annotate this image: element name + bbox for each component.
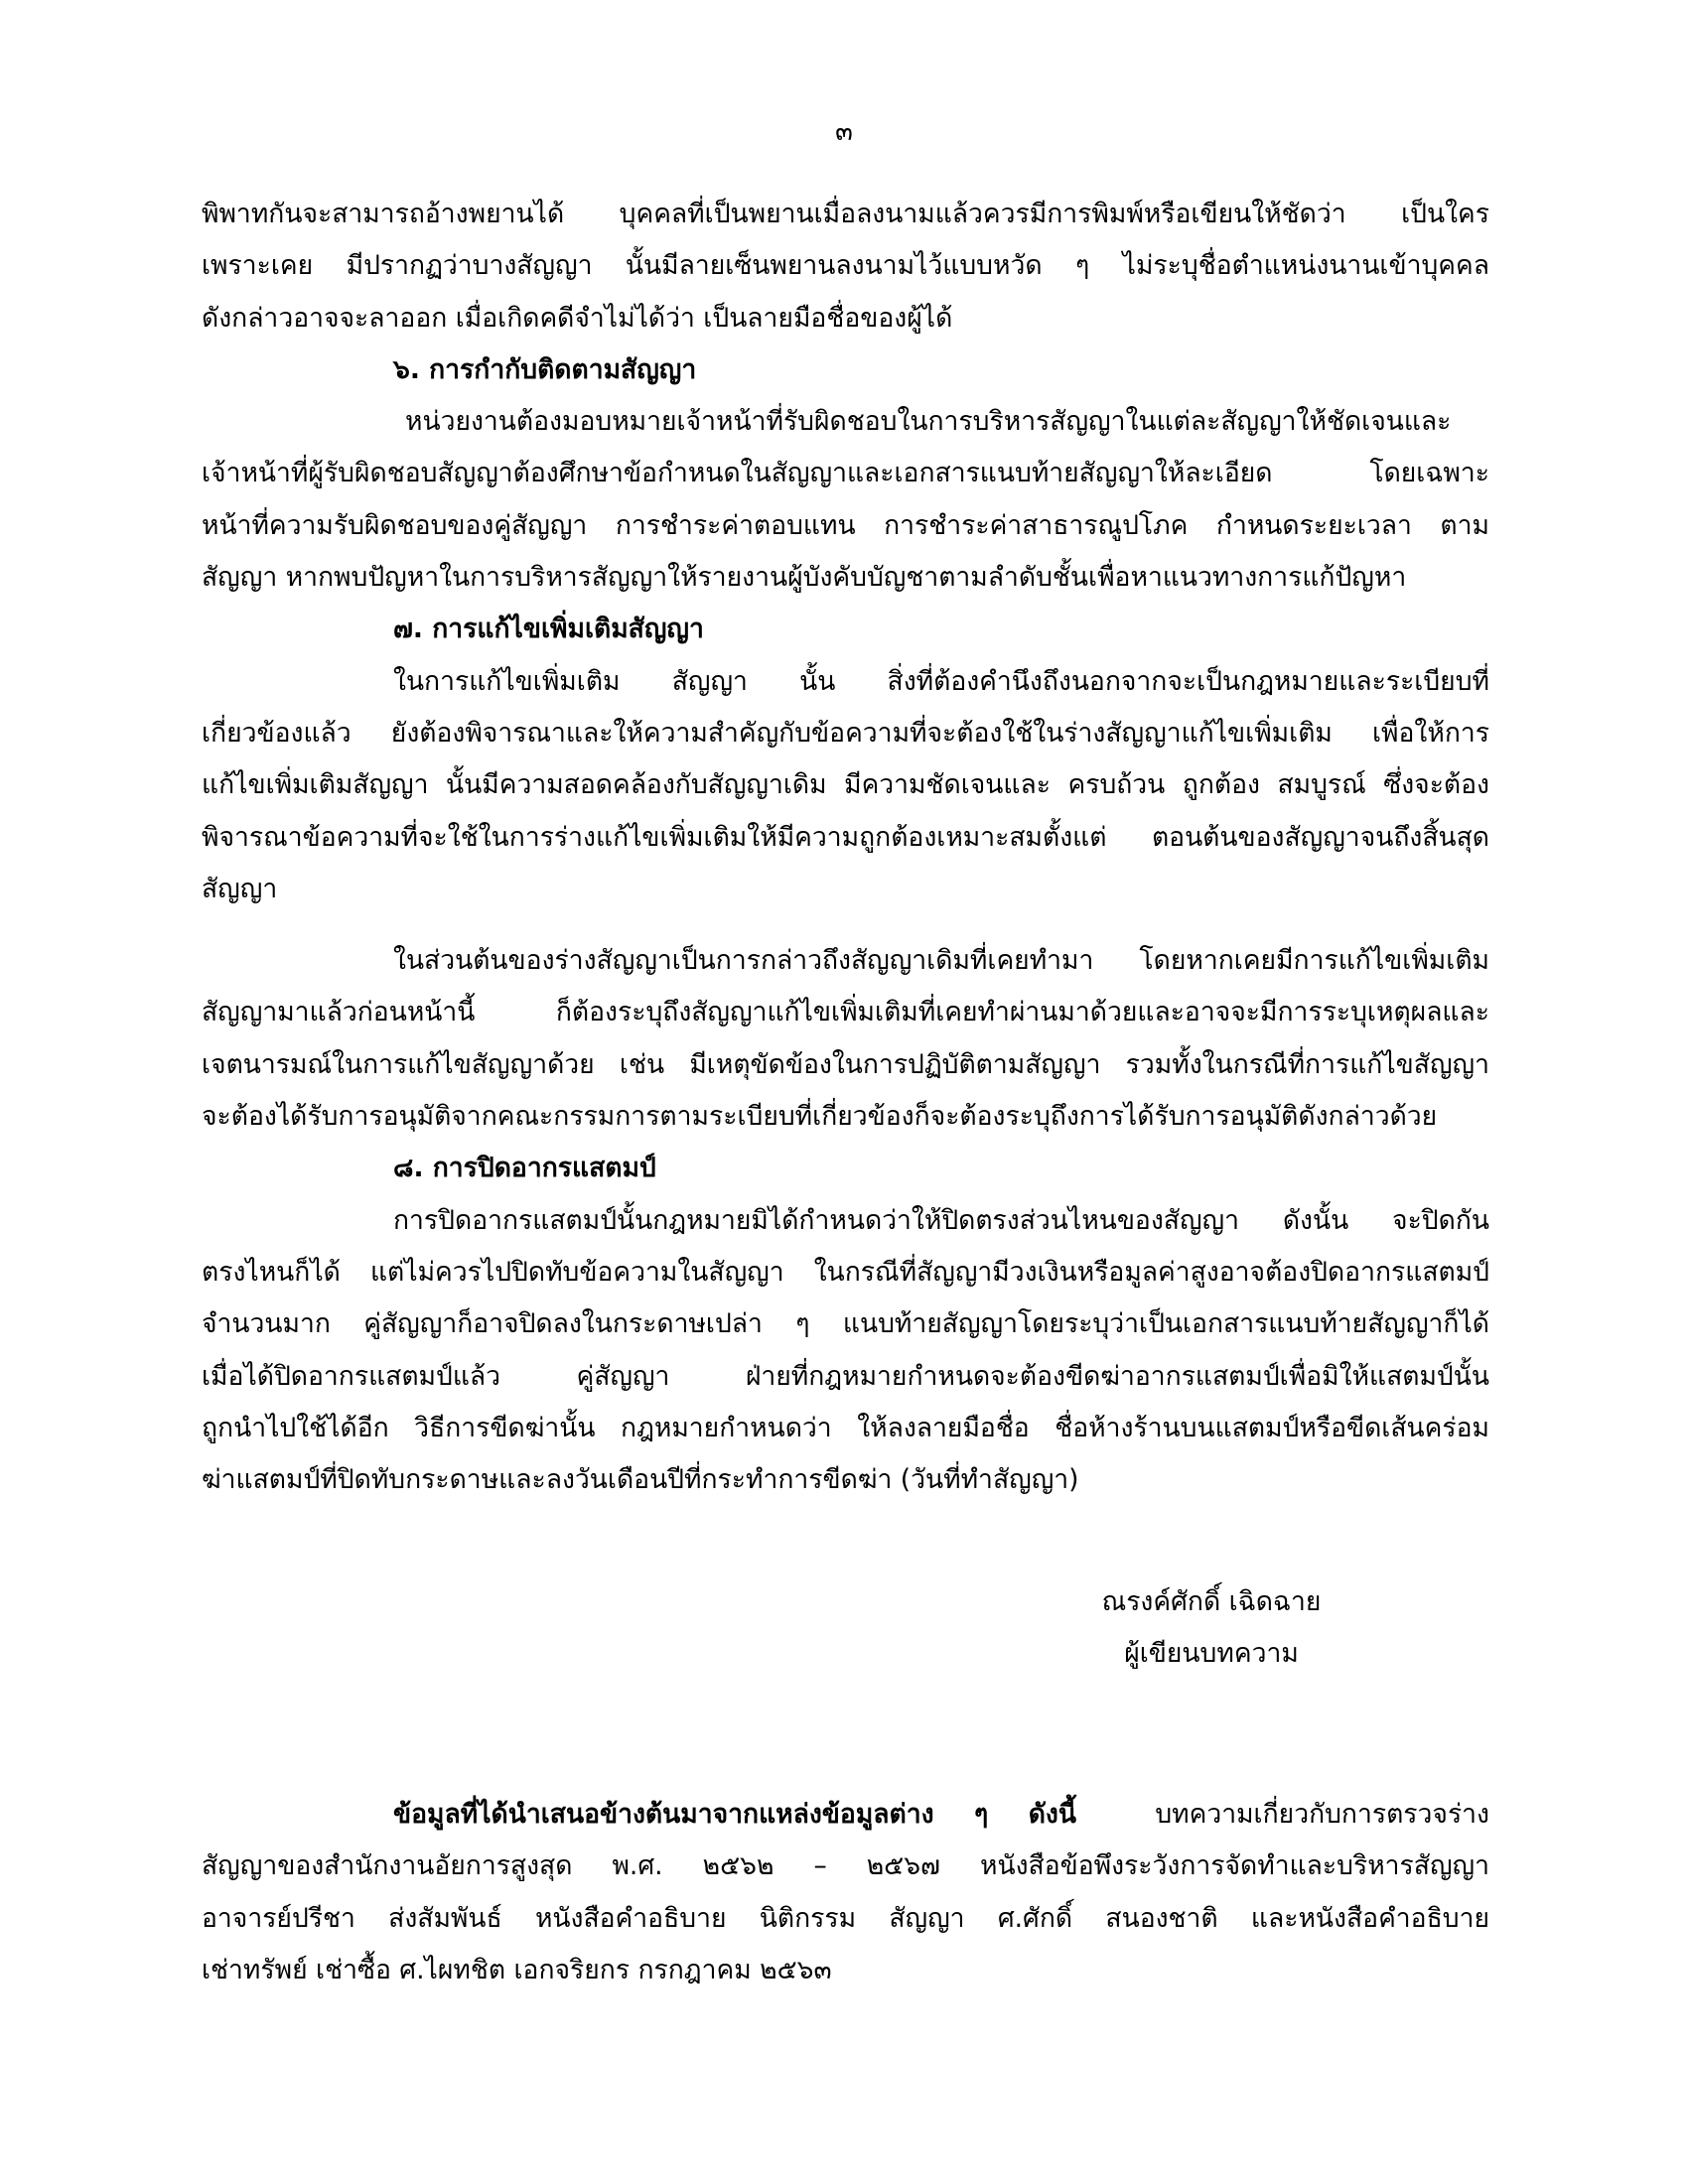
paragraph-line: ในการแก้ไขเพิ่มเติม สัญญา นั้น สิ่งที่ต้องคำนึงถึงนอกจากจะเป็นกฎหมายและระเบียบที่ xyxy=(393,665,1489,697)
signature-block xyxy=(1092,1576,1331,1681)
section-heading: ๗. การแก้ไขเพิ่มเติมสัญญา xyxy=(393,614,704,645)
paragraph-line: เกี่ยวข้องแล้ว ยังต้องพิจารณาและให้ความสำคัญกับข้อความที่จะต้องใช้ในร่างสัญญาแก้ไขเพิ่มเติม เพื่อให้การ xyxy=(202,717,1489,749)
paragraph-line: แก้ไขเพิ่มเติมสัญญา นั้นมีความสอดคล้องกับสัญญาเดิม มีความชัดเจนและ ครบถ้วน ถูกต้อง สมบูรณ์ ซึ่งจะต้อง xyxy=(202,769,1489,801)
paragraph-line: ตรงไหนก็ได้ แต่ไม่ควรไปปิดทับข้อความในสัญญา ในกรณีที่สัญญามีวงเงินหรือมูลค่าสูงอาจต้องปิดอากรแสตมป์ xyxy=(202,1256,1489,1288)
paragraph-line: สัญญา หากพบปัญหาในการบริหารสัญญาให้รายงานผู้บังคับบัญชาตามลำดับชั้นเพื่อหาแนวทางการแก้ปัญหา xyxy=(202,562,1407,594)
paragraph-line: หน้าที่ความรับผิดชอบของคู่สัญญา การชำระค่าตอบแทน การชำระค่าสาธารณูปโภค กำหนดระยะเวลา ตาม xyxy=(202,509,1489,541)
paragraph-line: สัญญาของสำนักงานอัยการสูงสุด พ.ศ. ๒๕๖๒ – ๒๕๖๗ หนังสือข้อพึงระวังการจัดทำและบริหารสัญญา xyxy=(202,1850,1489,1882)
section-heading: ๘. การปิดอากรแสตมป์ xyxy=(393,1153,656,1184)
sources-first-line xyxy=(202,1789,1489,1841)
paragraph-line: การปิดอากรแสตมป์นั้นกฎหมายมิได้กำหนดว่าให้ปิดตรงส่วนไหนของสัญญา ดังนั้น จะปิดกัน xyxy=(393,1204,1489,1236)
sources-first-line-text: บทความเกี่ยวกับการตรวจร่าง xyxy=(1155,1799,1489,1830)
paragraph-line: ถูกนำไปใช้ได้อีก วิธีการขีดฆ่านั้น กฎหมายกำหนดว่า ให้ลงลายมือชื่อ ชื่อห้างร้านบนแสตมป์หรือขีดเส้นคร่อม xyxy=(202,1412,1489,1443)
paragraph-line: พิพาทกันจะสามารถอ้างพยานได้ บุคคลที่เป็นพยานเมื่อลงนามแล้วควรมีการพิมพ์หรือเขียนให้ชัดว่า เป็นใคร xyxy=(202,199,1489,229)
paragraph-line: พิจารณาข้อความที่จะใช้ในการร่างแก้ไขเพิ่มเติมให้มีความถูกต้องเหมาะสมตั้งแต่ ตอนต้นของสัญญาจนถึงสิ้นสุด xyxy=(202,821,1489,853)
paragraph-line: ฆ่าแสตมป์ที่ปิดทับกระดาษและลงวันเดือนปีที่กระทำการขีดฆ่า (วันที่ทำสัญญา) xyxy=(202,1464,1079,1496)
paragraph-line: สัญญามาแล้วก่อนหน้านี้ ก็ต้องระบุถึงสัญญาแก้ไขเพิ่มเติมที่เคยทำผ่านมาด้วยและอาจจะมีการระบุเหตุผลและ xyxy=(202,997,1489,1028)
paragraph-line: ในส่วนต้นของร่างสัญญาเป็นการกล่าวถึงสัญญาเดิมที่เคยทำมา โดยหากเคยมีการแก้ไขเพิ่มเติม xyxy=(393,945,1489,977)
paragraph-line: จำนวนมาก คู่สัญญาก็อาจปิดลงในกระดาษเปล่า ๆ แนบท้ายสัญญาโดยระบุว่าเป็นเอกสารแนบท้ายสัญญาก็ได้ xyxy=(202,1308,1489,1340)
main-content xyxy=(202,189,1489,1506)
paragraph-spacer xyxy=(202,915,1489,935)
author-role: ผู้เขียนบทความ xyxy=(1124,1638,1299,1670)
author-name: ณรงค์ศักดิ์ เฉิดฉาย xyxy=(1101,1586,1322,1617)
paragraph-line: จะต้องได้รับการอนุมัติจากคณะกรรมการตามระเบียบที่เกี่ยวข้องก็จะต้องระบุถึงการได้รับการอนุมัติดังกล่าวด้วย xyxy=(202,1101,1438,1133)
paragraph-line: เจตนารมณ์ในการแก้ไขสัญญาด้วย เช่น มีเหตุขัดข้องในการปฏิบัติตามสัญญา รวมทั้งในกรณีที่การแก้ไขสัญญา xyxy=(202,1048,1489,1080)
paragraph-line: เจ้าหน้าที่ผู้รับผิดชอบสัญญาต้องศึกษาข้อกำหนดในสัญญาและเอกสารแนบท้ายสัญญาให้ละเอียด โดยเฉพาะ xyxy=(202,458,1489,489)
paragraph-line: หน่วยงานต้องมอบหมายเจ้าหน้าที่รับผิดชอบในการบริหารสัญญาในแต่ละสัญญาให้ชัดเจนและ xyxy=(405,406,1452,438)
sources-paragraph xyxy=(202,1789,1489,1996)
paragraph-line: เมื่อได้ปิดอากรแสตมป์แล้ว คู่สัญญา ฝ่ายที่กฎหมายกำหนดจะต้องขีดฆ่าอากรแสตมป์เพื่อมิให้แสตมป์นั้น xyxy=(202,1360,1489,1392)
page-number: ๓ xyxy=(835,117,853,147)
paragraph-line: สัญญา xyxy=(202,873,278,904)
sources-lead: ข้อมูลที่ได้นำเสนอข้างต้นมาจากแหล่งข้อมูลต่าง ๆ ดังนี้ xyxy=(393,1799,1076,1830)
paragraph-line: เช่าทรัพย์ เช่าซื้อ ศ.ไผทชิต เอกจริยกร กรกฎาคม ๒๕๖๓ xyxy=(202,1954,832,1985)
paragraph-line: เพราะเคย มีปรากฏว่าบางสัญญา นั้นมีลายเซ็นพยานลงนามไว้แบบหวัด ๆ ไม่ระบุชื่อตำแหน่งนานเข้าบุคคล xyxy=(202,250,1489,282)
paragraph-line: ดังกล่าวอาจจะลาออก เมื่อเกิดคดีจำไม่ได้ว่า เป็นลายมือชื่อของผู้ได้ xyxy=(202,302,953,334)
paragraph-line: อาจารย์ปรีชา ส่งสัมพันธ์ หนังสือคำอธิบาย นิติกรรม สัญญา ศ.ศักดิ์ สนองชาติ และหนังสือคำอธิบาย xyxy=(202,1902,1489,1934)
section-heading: ๖. การกำกับติดตามสัญญา xyxy=(393,353,697,385)
